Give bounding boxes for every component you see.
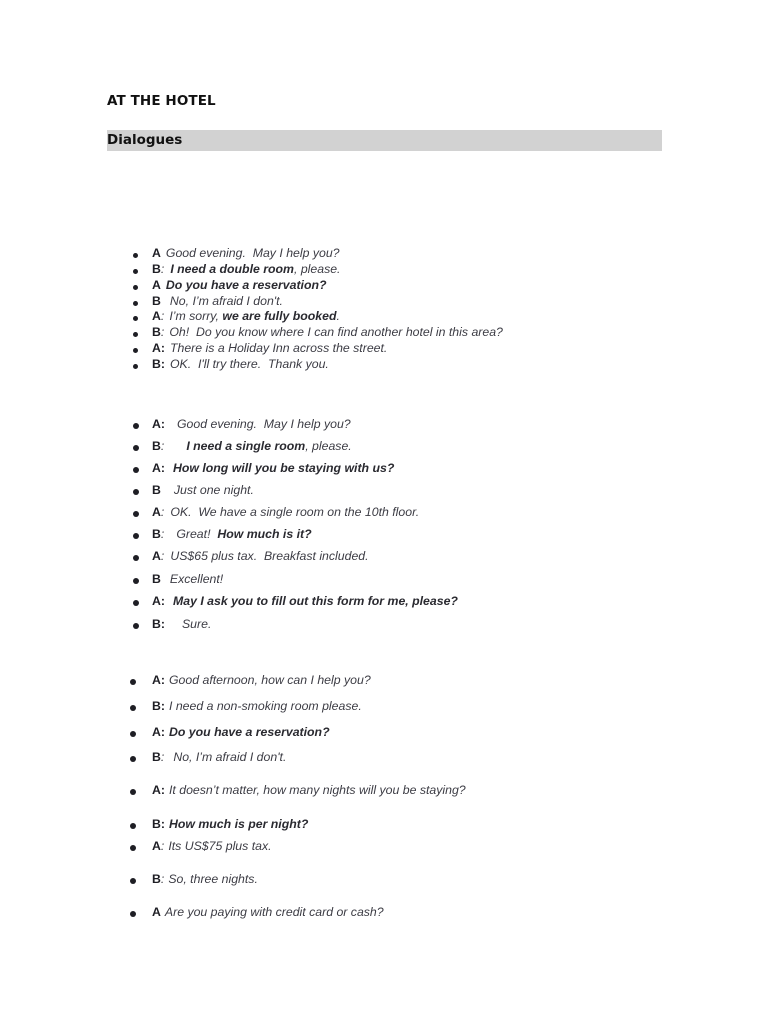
- bullet-icon: [133, 285, 138, 290]
- line-text: Great!: [176, 527, 218, 541]
- bullet-icon: [133, 301, 138, 306]
- dialogue-line: [152, 294, 283, 308]
- line-text: Excellent!: [169, 572, 224, 586]
- speaker-label: A:: [152, 461, 165, 475]
- bullet-icon: [130, 789, 136, 795]
- speaker-separator: :: [160, 505, 165, 519]
- bullet-icon: [133, 600, 139, 606]
- bullet-icon: [130, 878, 136, 884]
- speaker-label: A:: [152, 341, 165, 355]
- bullet-icon: [130, 911, 136, 917]
- line-text: Just one night.: [173, 483, 254, 497]
- bullet-icon: [133, 332, 138, 337]
- dialogue-line: [152, 439, 352, 453]
- speaker-label: A: [152, 905, 161, 919]
- line-text: Are you paying with credit card or cash?: [164, 905, 384, 919]
- speaker-separator: :: [160, 262, 165, 276]
- speaker-separator: :: [160, 309, 165, 323]
- dialogue-line: [152, 817, 308, 831]
- line-text: There is a Holiday Inn across the street.: [169, 341, 388, 355]
- speaker-label: B: [152, 294, 161, 308]
- dialogue-line: [152, 725, 330, 739]
- dialogue-line: [152, 246, 340, 260]
- bullet-icon: [133, 467, 139, 473]
- speaker-label: A:: [152, 725, 165, 739]
- dialogue-line: [152, 483, 254, 497]
- dialogue-line: [152, 673, 371, 687]
- speaker-separator: :: [160, 527, 165, 541]
- line-text-end: , please.: [293, 262, 341, 276]
- dialogue-line: [152, 750, 286, 764]
- speaker-separator: :: [160, 839, 165, 853]
- dialogue-line: [152, 594, 458, 608]
- line-text: It doesn’t matter, how many nights will you be staying?: [168, 783, 466, 797]
- section-heading-bar: [107, 130, 662, 151]
- speaker-label: A:: [152, 417, 165, 431]
- speaker-label: B: [152, 750, 161, 764]
- dialogue-line: [152, 417, 351, 431]
- dialogue-line: [152, 325, 503, 339]
- speaker-label: B: [152, 872, 161, 886]
- dialogue-line: [152, 905, 384, 919]
- line-text-end: .: [336, 309, 340, 323]
- bullet-icon: [133, 623, 139, 629]
- dialogue-line: [152, 461, 394, 475]
- line-text: US$65 plus tax. Breakfast included.: [170, 549, 369, 563]
- dialogue-line: [152, 783, 466, 797]
- bullet-icon: [133, 348, 138, 353]
- line-emphasis: Do you have a reservation?: [168, 725, 330, 739]
- line-text: OK. I'll try there. Thank you.: [169, 357, 329, 371]
- line-text: Good evening. May I help you?: [165, 246, 340, 260]
- line-text: Good afternoon, how can I help you?: [168, 673, 371, 687]
- dialogue-line: [152, 872, 258, 886]
- dialogue-line: [152, 505, 419, 519]
- line-text: Sure.: [181, 617, 212, 631]
- speaker-separator: :: [160, 439, 165, 453]
- speaker-label: B: [152, 527, 161, 541]
- line-emphasis: I need a single room: [186, 439, 306, 453]
- speaker-label: A: [152, 309, 161, 323]
- dialogue-line: [152, 572, 223, 586]
- bullet-icon: [133, 533, 139, 539]
- speaker-label: A: [152, 839, 161, 853]
- line-text: I need a non-smoking room please.: [168, 699, 362, 713]
- speaker-separator: :: [160, 325, 165, 339]
- dialogue-line: [152, 699, 362, 713]
- line-text-end: , please.: [305, 439, 352, 453]
- bullet-icon: [130, 756, 136, 762]
- speaker-separator: :: [160, 549, 165, 563]
- bullet-icon: [130, 679, 136, 685]
- speaker-label: A:: [152, 594, 165, 608]
- dialogue-line: [152, 527, 312, 541]
- line-text: No, I’m afraid I don't.: [173, 750, 287, 764]
- bullet-icon: [130, 705, 136, 711]
- bullet-icon: [133, 423, 139, 429]
- speaker-label: A:: [152, 673, 165, 687]
- dialogue-line: [152, 341, 387, 355]
- bullet-icon: [133, 364, 138, 369]
- line-text: So, three nights.: [168, 872, 258, 886]
- bullet-icon: [130, 731, 136, 737]
- line-text: I’m sorry,: [169, 309, 223, 323]
- line-emphasis: How much is per night?: [168, 817, 309, 831]
- speaker-label: A: [152, 278, 161, 292]
- speaker-separator: :: [160, 872, 165, 886]
- line-text: No, I’m afraid I don't.: [169, 294, 283, 308]
- bullet-icon: [133, 489, 139, 495]
- speaker-label: B: [152, 483, 161, 497]
- dialogue-line: [152, 617, 211, 631]
- speaker-label: A: [152, 246, 161, 260]
- speaker-label: A: [152, 549, 161, 563]
- speaker-label: B:: [152, 357, 165, 371]
- line-emphasis: How much is it?: [217, 527, 312, 541]
- bullet-icon: [133, 511, 139, 517]
- speaker-label: B:: [152, 617, 165, 631]
- dialogue-line: [152, 839, 272, 853]
- line-text: Oh! Do you know where I can find another hotel in this area?: [169, 325, 503, 339]
- dialogue-line: [152, 278, 327, 292]
- line-emphasis: Do you have a reservation?: [165, 278, 327, 292]
- line-text: Good evening. May I help you?: [176, 417, 351, 431]
- line-emphasis: How long will you be staying with us?: [172, 461, 395, 475]
- dialogue-line: [152, 549, 369, 563]
- speaker-label: A: [152, 505, 161, 519]
- speaker-label: B:: [152, 817, 165, 831]
- bullet-icon: [133, 316, 138, 321]
- speaker-label: B: [152, 439, 161, 453]
- dialogue-line: [152, 309, 340, 323]
- dialogue-line: [152, 357, 329, 371]
- line-emphasis: May I ask you to fill out this form for me, please?: [172, 594, 458, 608]
- speaker-label: B: [152, 325, 161, 339]
- section-heading: Dialogues: [107, 132, 183, 148]
- bullet-icon: [133, 578, 139, 584]
- line-emphasis: we are fully booked: [222, 309, 337, 323]
- dialogue-line: [152, 262, 340, 276]
- bullet-icon: [133, 555, 139, 561]
- line-text: OK. We have a single room on the 10th floor.: [170, 505, 420, 519]
- page-title: AT THE HOTEL: [107, 93, 216, 109]
- speaker-label: B:: [152, 699, 165, 713]
- speaker-separator: :: [160, 750, 165, 764]
- speaker-label: B: [152, 262, 161, 276]
- line-text: Its US$75 plus tax.: [168, 839, 272, 853]
- bullet-icon: [130, 845, 136, 851]
- bullet-icon: [130, 823, 136, 829]
- bullet-icon: [133, 269, 138, 274]
- speaker-label: B: [152, 572, 161, 586]
- bullet-icon: [133, 445, 139, 451]
- bullet-icon: [133, 253, 138, 258]
- line-emphasis: I need a double room: [170, 262, 294, 276]
- speaker-label: A:: [152, 783, 165, 797]
